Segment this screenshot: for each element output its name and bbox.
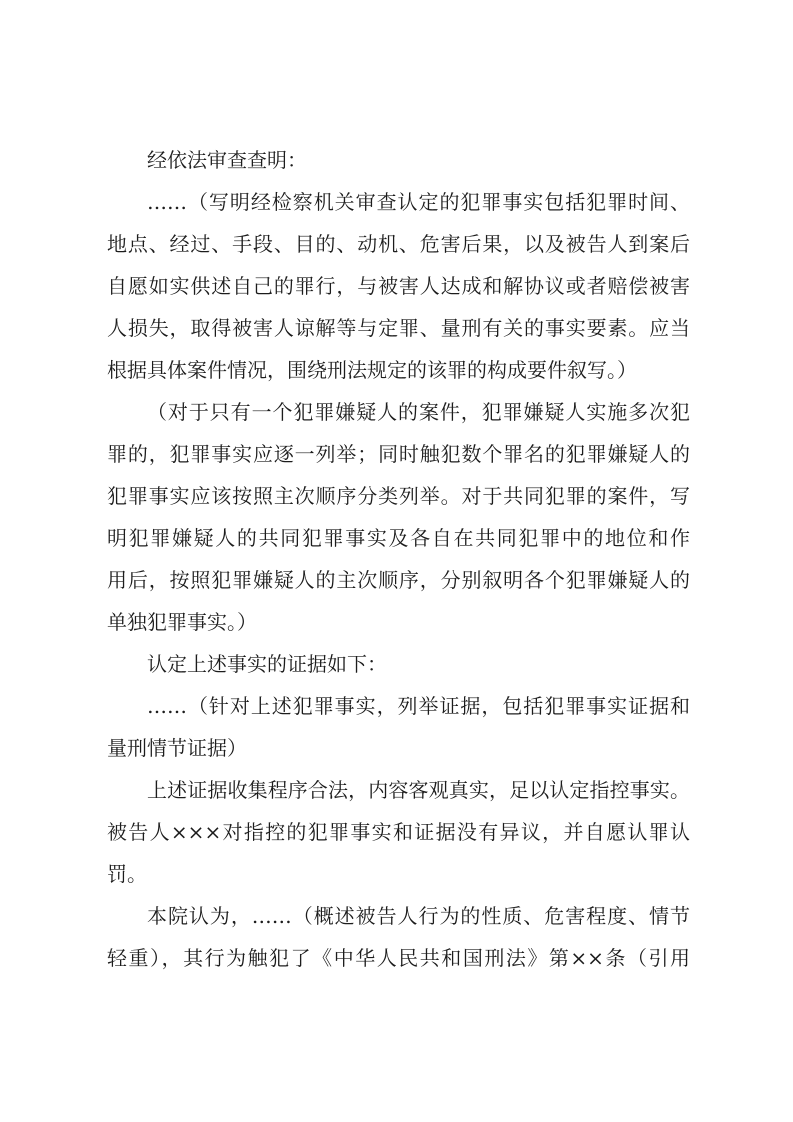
paragraph-multiple-offenses-note [107, 391, 690, 643]
document-body [107, 139, 690, 979]
paragraph-evidence-assessment [107, 769, 690, 895]
text-line: 经依法审查查明： [147, 148, 307, 172]
text-line: 明犯罪嫌疑人的共同犯罪事实及各自在共同犯罪中的地位和作 [107, 526, 690, 550]
text-line: 罚。 [107, 862, 147, 886]
text-line: 量刑情节证据） [107, 736, 247, 760]
text-line: 单独犯罪事实。） [107, 610, 257, 634]
text-line: 犯罪事实应该按照主次顺序分类列举。对于共同犯罪的案件，写 [107, 484, 690, 508]
text-line: 被告人×××对指控的犯罪事实和证据没有异议，并自愿认罪认 [107, 820, 690, 844]
text-line: ……（写明经检察机关审查认定的犯罪事实包括犯罪时间、 [147, 190, 690, 214]
text-line: （对于只有一个犯罪嫌疑人的案件，犯罪嫌疑人实施多次犯 [147, 400, 690, 424]
paragraph-facts-instruction [107, 181, 690, 391]
text-line: 自愿如实供述自己的罪行，与被害人达成和解协议或者赔偿被害 [107, 274, 690, 298]
text-line: 人损失，取得被害人谅解等与定罪、量刑有关的事实要素。应当 [107, 316, 690, 340]
text-line: 本院认为，……（概述被告人行为的性质、危害程度、情节 [147, 904, 690, 928]
text-line: 用后，按照犯罪嫌疑人的主次顺序，分别叙明各个犯罪嫌疑人的 [107, 568, 690, 592]
text-line: ……（针对上述犯罪事实，列举证据，包括犯罪事实证据和 [147, 694, 690, 718]
text-line: 罪的，犯罪事实应逐一列举；同时触犯数个罪名的犯罪嫌疑人的 [107, 442, 690, 466]
paragraph-evidence-instruction [107, 685, 690, 769]
paragraph-court-opinion [107, 895, 690, 979]
paragraph-evidence-heading [107, 643, 690, 685]
text-line: 认定上述事实的证据如下： [147, 652, 387, 676]
text-line: 轻重），其行为触犯了《中华人民共和国刑法》第××条（引用 [107, 946, 690, 970]
paragraph-findings-heading [107, 139, 690, 181]
text-line: 根据具体案件情况，围绕刑法规定的该罪的构成要件叙写。） [107, 358, 637, 382]
text-line: 地点、经过、手段、目的、动机、危害后果，以及被告人到案后 [107, 232, 690, 256]
text-line: 上述证据收集程序合法，内容客观真实，足以认定指控事实。 [147, 778, 690, 802]
